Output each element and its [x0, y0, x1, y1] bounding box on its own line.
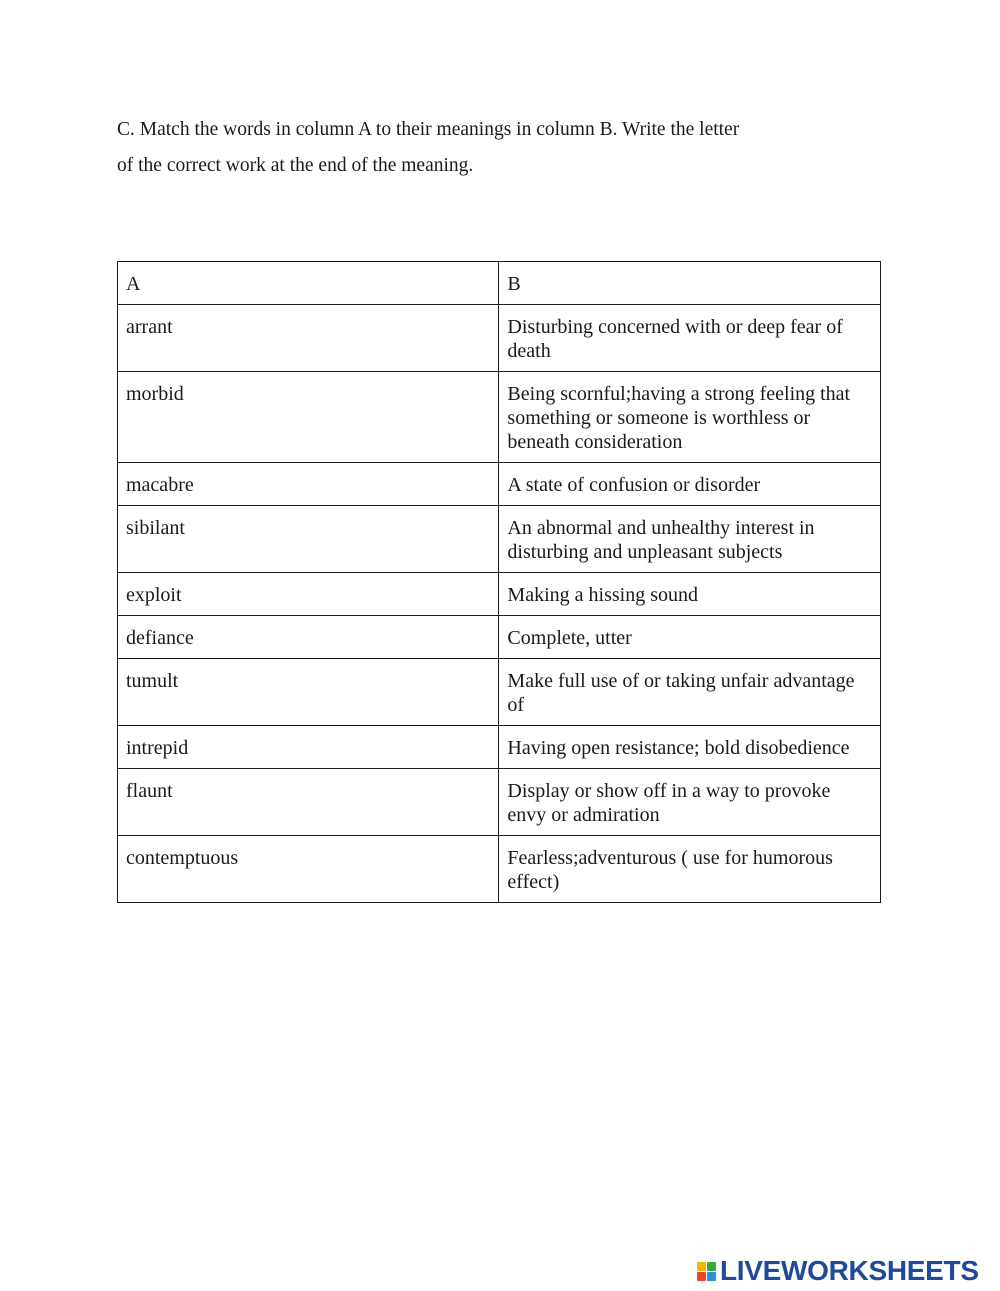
word-cell: defiance — [118, 616, 499, 659]
table-row — [118, 659, 881, 726]
table-row — [118, 372, 881, 463]
meaning-cell: Making a hissing sound — [499, 573, 881, 616]
table-row — [118, 573, 881, 616]
word-cell: flaunt — [118, 769, 499, 836]
column-a-header: A — [118, 262, 499, 305]
meaning-cell: Having open resistance; bold disobedience — [499, 726, 881, 769]
matching-table — [117, 261, 881, 903]
word-cell: tumult — [118, 659, 499, 726]
table-row — [118, 836, 881, 903]
table-row — [118, 506, 881, 573]
column-b-header: B — [499, 262, 881, 305]
logo-block — [697, 1262, 706, 1271]
instructions-line-2: of the correct work at the end of the meaning. — [117, 155, 474, 176]
meaning-cell: A state of confusion or disorder — [499, 463, 881, 506]
table-row — [118, 726, 881, 769]
liveworksheets-logo — [697, 1255, 979, 1287]
meaning-cell: Complete, utter — [499, 616, 881, 659]
meaning-cell: Disturbing concerned with or deep fear of death — [499, 305, 881, 372]
logo-text: LIVEWORKSHEETS — [720, 1255, 979, 1286]
meaning-cell: Make full use of or taking unfair advantage of — [499, 659, 881, 726]
meaning-cell: Display or show off in a way to provoke envy or admiration — [499, 769, 881, 836]
logo-block — [707, 1262, 716, 1271]
word-cell: morbid — [118, 372, 499, 463]
word-cell: intrepid — [118, 726, 499, 769]
table-header-row — [118, 262, 881, 305]
instructions-line-1: C. Match the words in column A to their meanings in column B. Write the letter — [117, 119, 740, 140]
table-row — [118, 305, 881, 372]
word-cell: arrant — [118, 305, 499, 372]
instructions — [117, 112, 887, 184]
meaning-cell: An abnormal and unhealthy interest in disturbing and unpleasant subjects — [499, 506, 881, 573]
table-row — [118, 769, 881, 836]
word-cell: contemptuous — [118, 836, 499, 903]
word-cell: sibilant — [118, 506, 499, 573]
table-row — [118, 463, 881, 506]
logo-blocks-icon — [697, 1262, 716, 1281]
logo-block — [697, 1272, 706, 1281]
word-cell: macabre — [118, 463, 499, 506]
logo-block — [707, 1272, 716, 1281]
word-cell: exploit — [118, 573, 499, 616]
meaning-cell: Being scornful;having a strong feeling that something or someone is worthless or beneath consideration — [499, 372, 881, 463]
meaning-cell: Fearless;adventurous ( use for humorous effect) — [499, 836, 881, 903]
table-row — [118, 616, 881, 659]
